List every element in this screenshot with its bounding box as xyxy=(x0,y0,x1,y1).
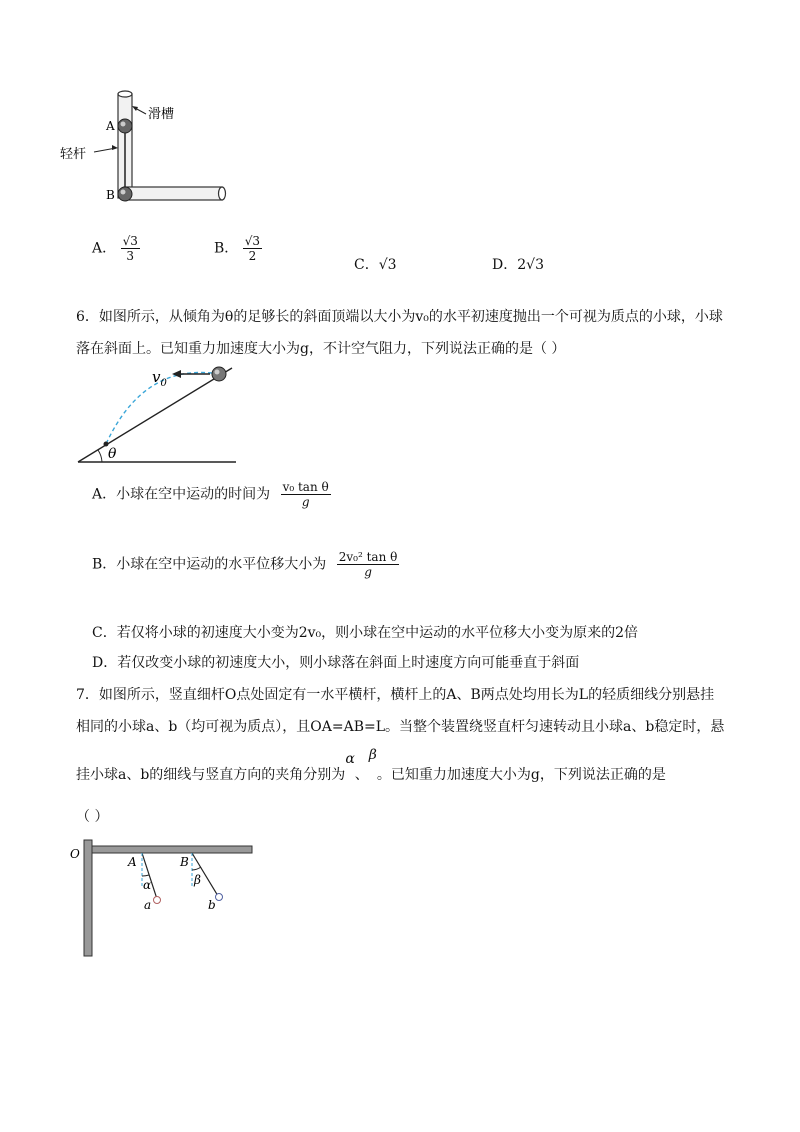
q7-stem-line2: 相同的小球a、b（均可视为质点），且OA=AB=L。当整个装置绕竖直杆匀速转动且小球a、b稳定时，悬 xyxy=(76,719,725,735)
q6-option-c: C．若仅将小球的初速度大小变为2v₀，则小球在空中运动的水平位移大小变为原来的2倍 xyxy=(92,625,639,641)
ball-a-label: A xyxy=(106,119,115,133)
v0-label: $v_0$ xyxy=(152,368,167,389)
q6-option-b: B．小球在空中运动的水平位移大小为 $\frac{\text{2v₀² tan θ}}{g}$ xyxy=(92,550,398,579)
figure-q7-rotating-frame xyxy=(66,836,262,960)
slot-label: 滑槽 xyxy=(148,107,175,122)
ball-a-label: a xyxy=(144,898,152,912)
q6-option-a: A．小球在空中运动的时间为 $\frac{\text{v₀ tan θ}}{g}$ xyxy=(92,480,329,509)
point-a-label: A xyxy=(128,855,137,869)
q5-option-b: B． $\frac{√3}{2}$ xyxy=(214,234,261,263)
q5-option-c: C．√3 xyxy=(354,257,397,273)
alpha-label: α xyxy=(143,878,152,892)
ball-b xyxy=(118,187,132,201)
q6-option-d: D．若仅改变小球的初速度大小，则小球落在斜面上时速度方向可能垂直于斜面 xyxy=(92,655,580,671)
figure-q5-slot-rod xyxy=(60,88,240,218)
figure-q6-incline xyxy=(72,360,242,468)
q7-stem-line1: 7．如图所示，竖直细杆O点处固定有一水平横杆，横杆上的A、B两点处均用长为L的轻质细线分别悬挂 xyxy=(76,687,715,703)
point-o-label: O xyxy=(70,847,80,861)
theta-label: θ xyxy=(108,446,117,462)
q6-stem-line2: 落在斜面上。已知重力加速度大小为g，不计空气阻力，下列说法正确的是（ ） xyxy=(76,341,566,357)
ball-b-label: B xyxy=(106,188,115,202)
q5-option-a: A． $\frac{√3}{3}$ xyxy=(92,234,138,263)
rod-label: 轻杆 xyxy=(60,147,87,162)
ball-b-label: b xyxy=(208,898,216,912)
ball-a xyxy=(118,119,132,133)
q5-option-d: D．2√3 xyxy=(492,257,544,273)
beta-label: β xyxy=(194,873,201,887)
q6-stem-line1: 6．如图所示，从倾角为θ的足够长的斜面顶端以大小为v₀的水平初速度抛出一个可视为质点的小球，小球 xyxy=(76,309,723,325)
point-b-label: B xyxy=(180,855,189,869)
q7-paren: （ ） xyxy=(76,809,109,825)
q7-stem-line3: 挂小球a、b的细线与竖直方向的夹角分别为α、β。已知重力加速度大小为g，下列说法正确的是 xyxy=(76,747,666,783)
